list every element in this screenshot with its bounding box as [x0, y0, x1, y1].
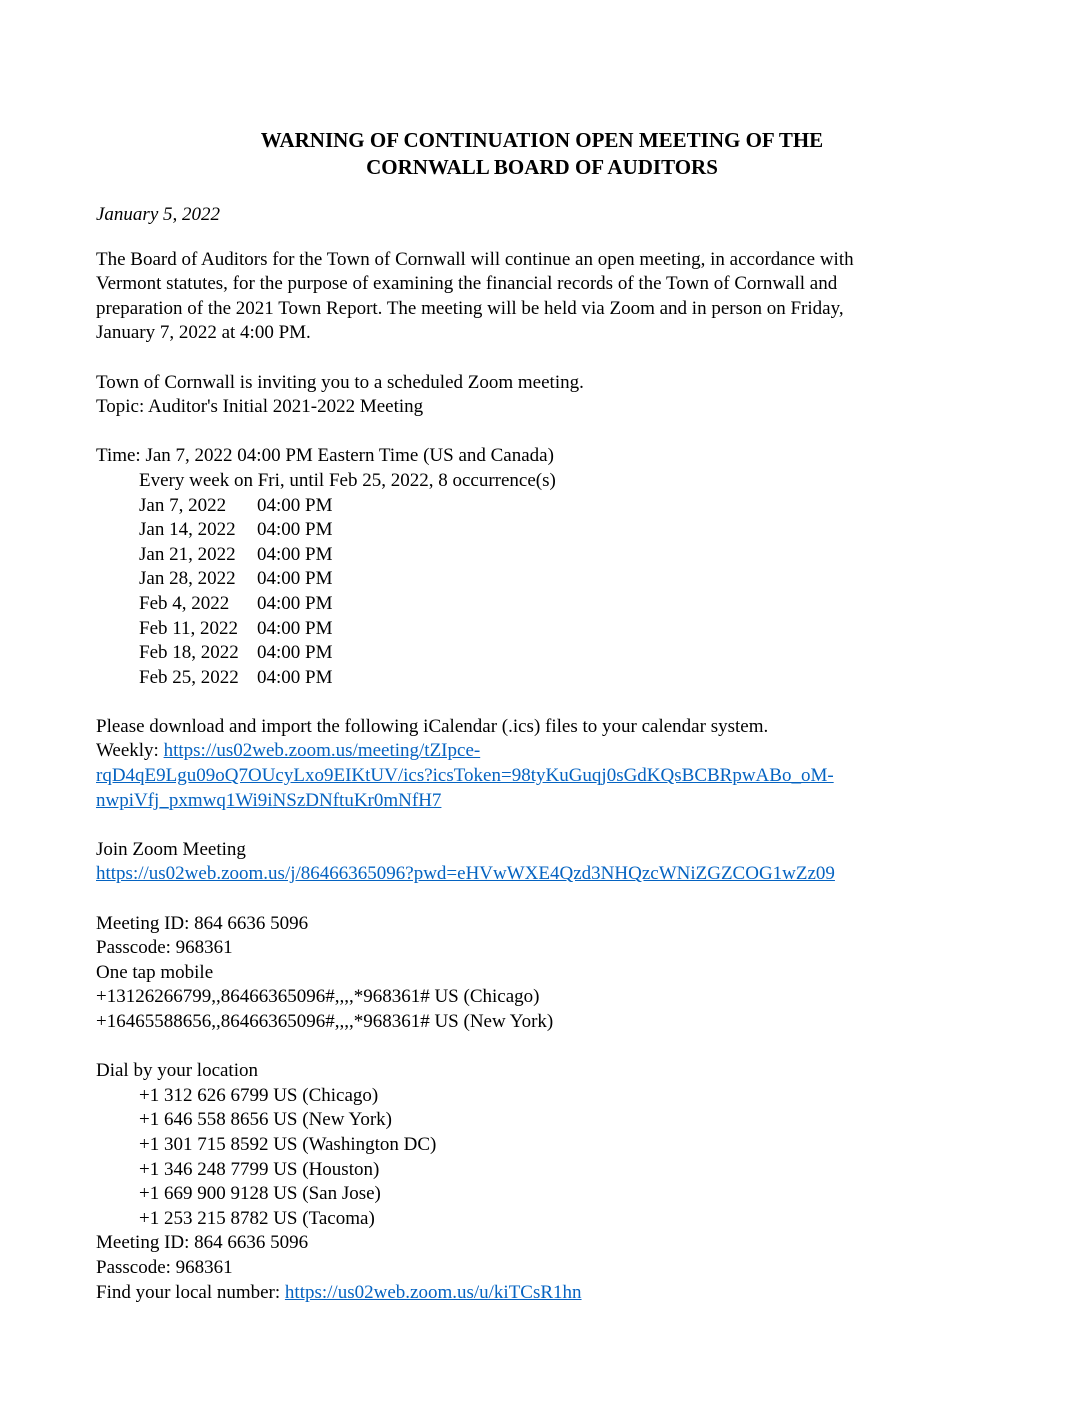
recurrence-line: Every week on Fri, until Feb 25, 2022, 8 occurrence(s) [139, 469, 556, 491]
dial-number: +1 646 558 8656 US (New York) [139, 1109, 392, 1131]
intro-line: preparation of the 2021 Town Report. The meeting will be held via Zoom and in person on Friday, [96, 297, 844, 319]
invitation-paragraph [96, 371, 996, 420]
weekly-line-cont [96, 789, 996, 814]
meeting-id: Meeting ID: 864 6636 5096 [96, 912, 309, 934]
schedule-time: 04:00 PM [257, 666, 333, 688]
title-line-1: WARNING OF CONTINUATION OPEN MEETING OF THE [260, 128, 824, 152]
dial-number: +1 301 715 8592 US (Washington DC) [139, 1133, 437, 1155]
schedule-date: Feb 4, 2022 [139, 592, 230, 614]
invite-line: Town of Cornwall is inviting you to a scheduled Zoom meeting. [96, 371, 584, 393]
schedule-time: 04:00 PM [257, 642, 333, 664]
schedule-date: Jan 14, 2022 [139, 519, 236, 541]
schedule-row [96, 494, 996, 519]
schedule-date: Feb 11, 2022 [139, 617, 239, 639]
weekly-line-cont [96, 764, 996, 789]
weekly-ics-link[interactable]: rqD4qE9Lgu09oQ7OUcyLxo9EIKtUV/ics?icsToken=98tyKuGuqj0sGdKQsBCBRpwABo_oM- [96, 765, 834, 787]
schedule-date: Jan 28, 2022 [139, 568, 236, 590]
schedule-row [96, 543, 996, 568]
schedule-time: 04:00 PM [257, 519, 333, 541]
one-tap-label: One tap mobile [96, 961, 214, 983]
time-line: Time: Jan 7, 2022 04:00 PM Eastern Time (US and Canada) [96, 445, 554, 467]
document-date: January 5, 2022 [96, 204, 221, 225]
schedule-time: 04:00 PM [257, 568, 333, 590]
schedule-time: 04:00 PM [257, 617, 333, 639]
weekly-ics-link[interactable]: https://us02web.zoom.us/meeting/tZIpce- [163, 740, 481, 762]
schedule-time: 04:00 PM [257, 543, 333, 565]
weekly-label: Weekly: [96, 740, 164, 762]
time-section [96, 444, 996, 690]
dial-number: +1 346 248 7799 US (Houston) [139, 1158, 380, 1180]
dial-number: +1 253 215 8782 US (Tacoma) [139, 1207, 375, 1229]
intro-line: The Board of Auditors for the Town of Cornwall will continue an open meeting, in accordance with [96, 248, 854, 270]
join-zoom-link[interactable]: https://us02web.zoom.us/j/86466365096?pwd=eHVwWXE4Qzd3NHQzcWNiZGZCOG1wZz09 [96, 863, 835, 885]
intro-paragraph [96, 248, 996, 346]
ics-section [96, 715, 996, 813]
one-tap-number: +16465588656,,86466365096#,,,,*968361# US (New York) [96, 1011, 554, 1032]
intro-line: January 7, 2022 at 4:00 PM. [96, 322, 311, 344]
document-title [96, 127, 988, 181]
schedule-row [96, 617, 996, 642]
join-link-line [96, 862, 996, 887]
weekly-ics-link[interactable]: nwpiVfj_pxmwq1Wi9iNSzDNftuKr0mNfH7 [96, 789, 442, 811]
find-local-label: Find your local number: [96, 1281, 285, 1303]
find-local-line [96, 1281, 996, 1306]
schedule-time: 04:00 PM [257, 494, 333, 516]
schedule-row [96, 592, 996, 617]
one-tap-number: +13126266799,,86466365096#,,,,*968361# US (Chicago) [96, 986, 540, 1008]
meeting-id-repeat: Meeting ID: 864 6636 5096 [96, 1232, 309, 1254]
find-local-number-link[interactable]: https://us02web.zoom.us/u/kiTCsR1hn [284, 1281, 582, 1303]
join-section [96, 838, 996, 887]
dial-section [96, 1059, 996, 1305]
weekly-line [96, 739, 996, 764]
schedule-time: 04:00 PM [257, 592, 333, 614]
topic-line: Topic: Auditor's Initial 2021-2022 Meeting [96, 396, 424, 418]
dial-number: +1 669 900 9128 US (San Jose) [139, 1183, 381, 1205]
schedule-date: Feb 25, 2022 [139, 666, 239, 688]
join-label: Join Zoom Meeting [96, 838, 246, 860]
ics-intro: Please download and import the following iCalendar (.ics) files to your calendar system. [96, 715, 769, 737]
schedule-date: Feb 18, 2022 [139, 642, 239, 664]
schedule-row [96, 666, 996, 691]
passcode: Passcode: 968361 [96, 937, 233, 959]
schedule-date: Jan 21, 2022 [139, 543, 236, 565]
dial-number: +1 312 626 6799 US (Chicago) [139, 1084, 379, 1106]
schedule-row [96, 518, 996, 543]
intro-line: Vermont statutes, for the purpose of examining the financial records of the Town of Cornwall and [96, 273, 838, 295]
meeting-details [96, 912, 996, 1035]
title-line-2: CORNWALL BOARD OF AUDITORS [366, 155, 718, 179]
schedule-date: Jan 7, 2022 [139, 494, 227, 516]
schedule-row [96, 567, 996, 592]
schedule-list [96, 494, 996, 691]
document-body [96, 127, 996, 1330]
dial-label: Dial by your location [96, 1060, 258, 1082]
passcode-repeat: Passcode: 968361 [96, 1256, 233, 1278]
schedule-row [96, 641, 996, 666]
